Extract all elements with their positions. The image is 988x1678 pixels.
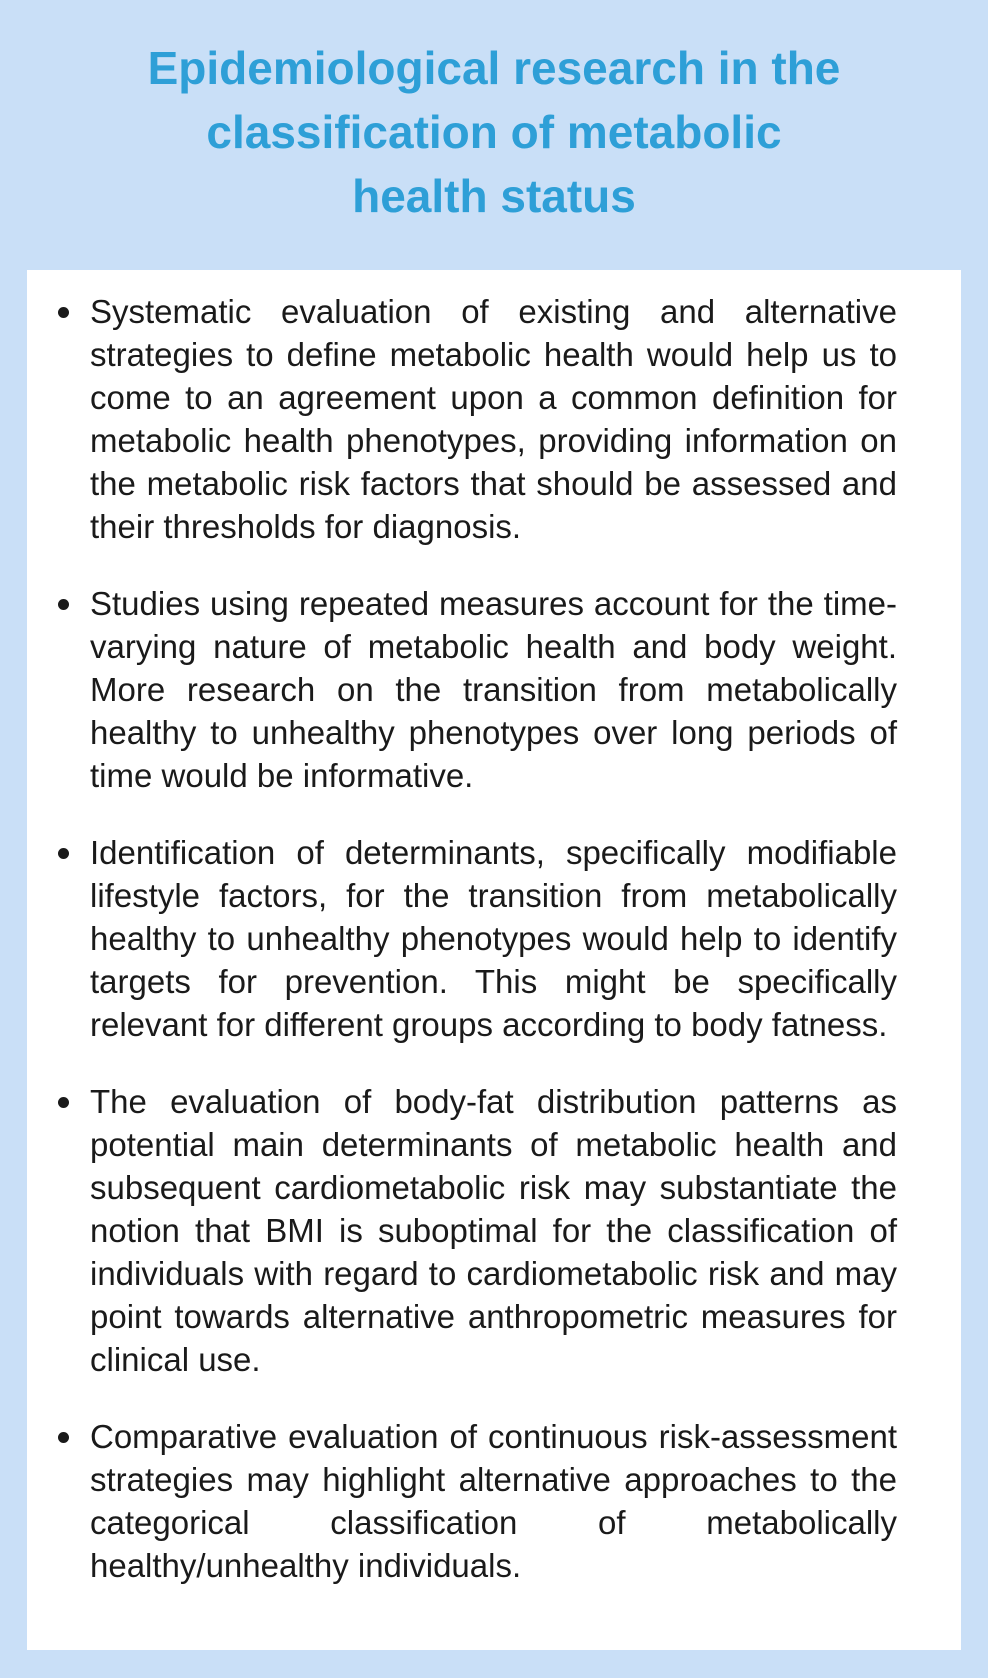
box-title-line-2: classification of metabolic <box>206 106 782 158</box>
bullet-text-1: Systematic evaluation of existing and alternative strategies to define metabolic health would help us to come to an agreement upon a common definition for metabolic health phenotypes, providing information on the metabolic risk factors that should be assessed and their thresholds for diagnosis. <box>90 293 897 545</box>
bullet-icon <box>58 1097 69 1108</box>
bullet-item-3 <box>27 831 961 1046</box>
bullet-icon <box>58 307 69 318</box>
bullet-text-2: Studies using repeated measures account for the time-varying nature of metabolic health and body weight. More research on the transition from metabolically healthy to unhealthy phenotypes over long periods of time would be informative. <box>90 585 897 794</box>
bullet-icon <box>58 599 69 610</box>
box-title <box>40 36 948 228</box>
box-title-line-3: health status <box>352 170 636 222</box>
bullet-item-2 <box>27 582 961 797</box>
box-title-line-1: Epidemiological research in the <box>147 42 841 94</box>
bullet-item-5 <box>27 1415 961 1587</box>
bullet-list <box>27 290 961 1621</box>
bullet-icon <box>58 848 69 859</box>
bullet-item-1 <box>27 290 961 548</box>
bullet-text-4: The evaluation of body-fat distribution patterns as potential main determinants of metabolic health and subsequent cardiometabolic risk may substantiate the notion that BMI is suboptimal for the classification of individuals with regard to cardiometabolic risk and may point towards alternative anthropometric measures for clinical use. <box>90 1083 897 1378</box>
bullet-item-4 <box>27 1080 961 1381</box>
bullet-icon <box>58 1432 69 1443</box>
bullet-text-3: Identification of determinants, specifically modifiable lifestyle factors, for the transition from metabolically healthy to unhealthy phenotypes would help to identify targets for prevention. This might be specifically relevant for different groups according to body fatness. <box>90 834 897 1043</box>
bullet-text-5: Comparative evaluation of continuous risk-assessment strategies may highlight alternative approaches to the categorical classification of metabolically healthy/unhealthy individuals. <box>90 1418 897 1584</box>
content-panel <box>27 270 961 1650</box>
